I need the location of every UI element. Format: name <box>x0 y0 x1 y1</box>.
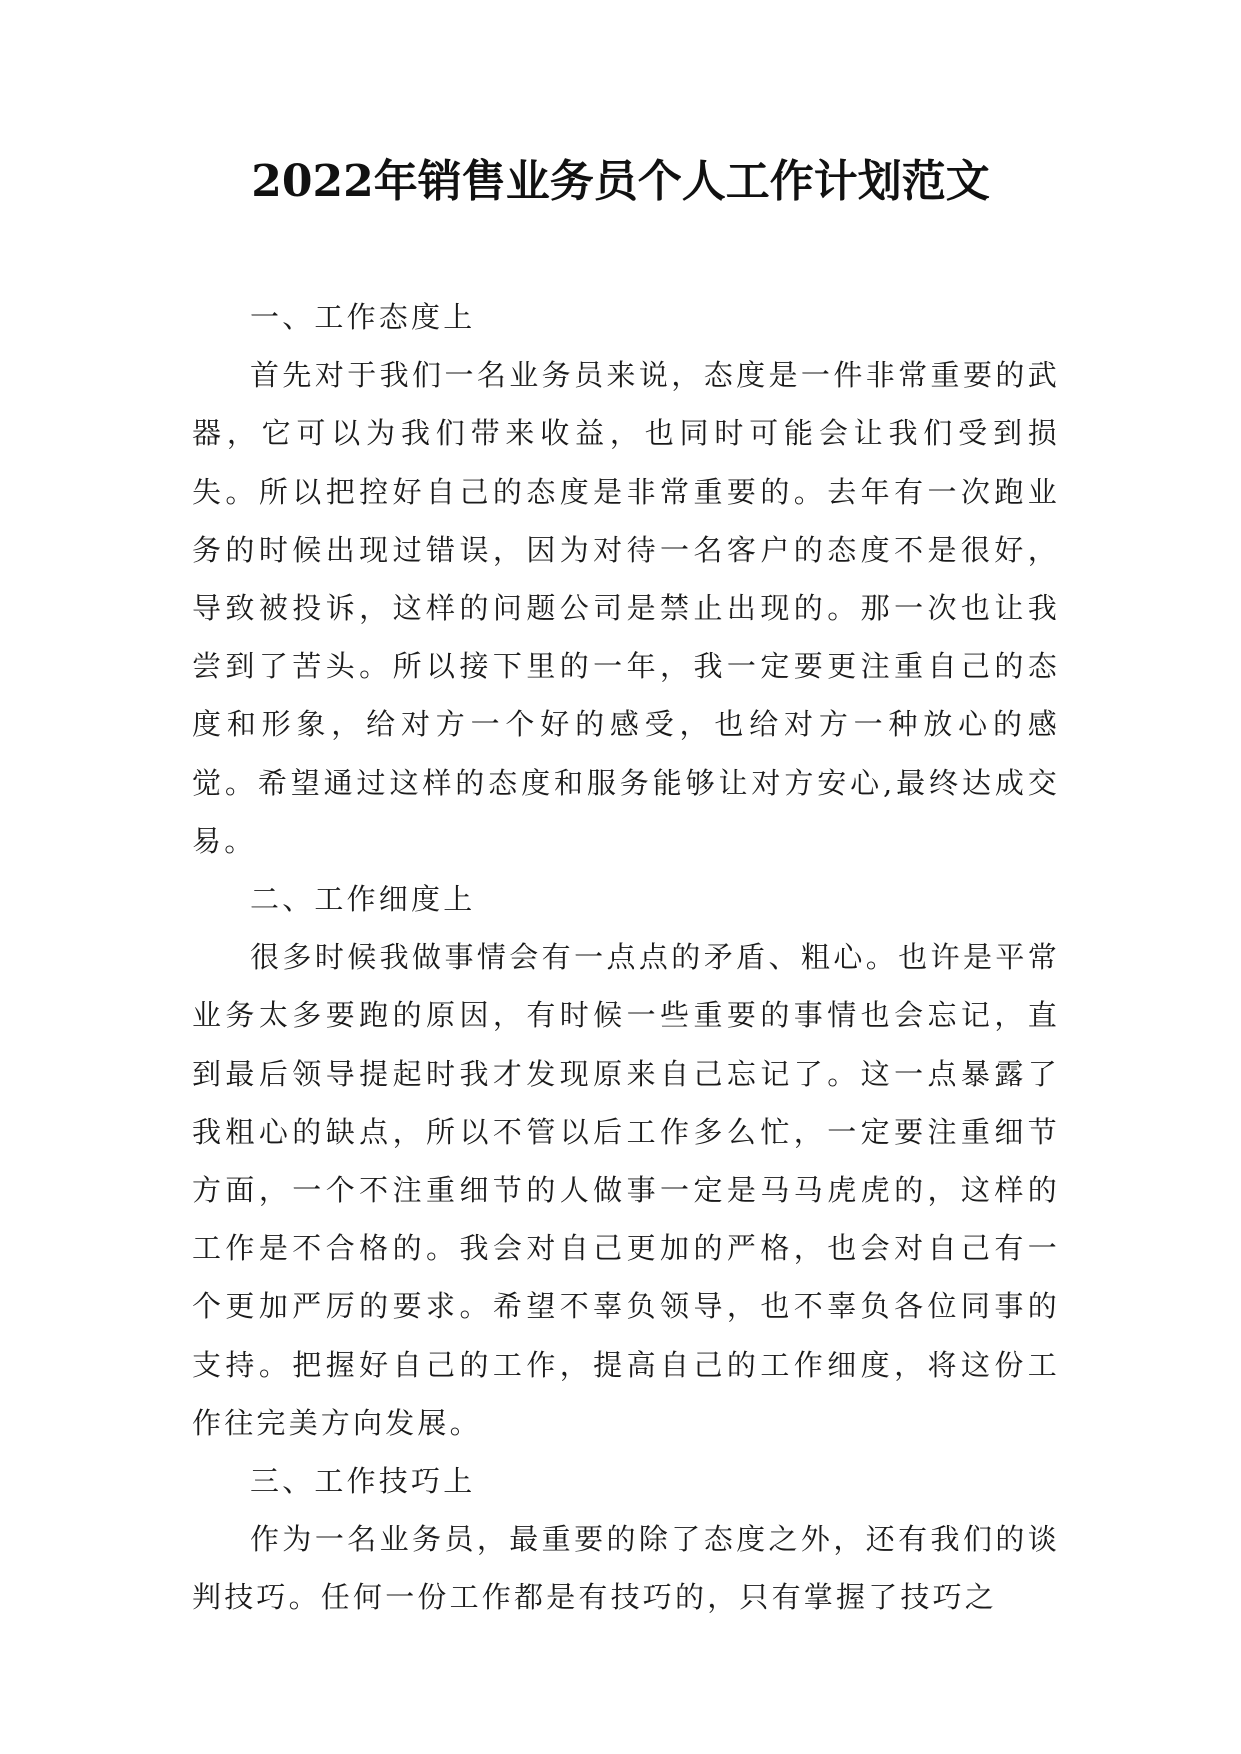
document-title: 2022年销售业务员个人工作计划范文 <box>251 156 990 207</box>
document-body <box>192 288 1060 1627</box>
section-heading-detail: 二、工作细度上 <box>250 882 476 917</box>
section-paragraph-skill: 作为一名业务员，最重要的除了态度之外，还有我们的谈判技巧。任何一份工作都是有技巧的，只有掌握了技巧之 <box>192 1522 1060 1615</box>
section-heading-attitude: 一、工作态度上 <box>250 300 476 334</box>
section-paragraph-detail: 很多时候我做事情会有一点点的矛盾、粗心。也许是平常业务太多要跑的原因，有时候一些重要的事情也会忘记，直到最后领导提起时我才发现原来自己忘记了。这一点暴露了我粗心的缺点，所以不管以后工作多么忙，一定要注重细节方面，一个不注重细节的人做事一定是马马虎虎的，这样的工作是不合格的。我会对自己更加的严格，也会对自己有一个更加严厉的要求。希望不辜负领导，也不辜负各位同事的支持。把握好自己的工作，提高自己的工作细度，将这份工作往完美方向发展。 <box>192 940 1060 1440</box>
section-heading-skill: 三、工作技巧上 <box>250 1464 476 1499</box>
section-paragraph-attitude: 首先对于我们一名业务员来说，态度是一件非常重要的武器，它可以为我们带来收益，也同时可能会让我们受到损失。所以把控好自己的态度是非常重要的。去年有一次跑业务的时候出现过错误，因为对待一名客户的态度不是很好，导致被投诉，这样的问题公司是禁止出现的。那一次也让我尝到了苦头。所以接下里的一年，我一定要更注重自己的态度和形象，给对方一个好的感受，也给对方一种放心的感觉。希望通过这样的态度和服务能够让对方安心,最终达成交易。 <box>192 358 1060 858</box>
